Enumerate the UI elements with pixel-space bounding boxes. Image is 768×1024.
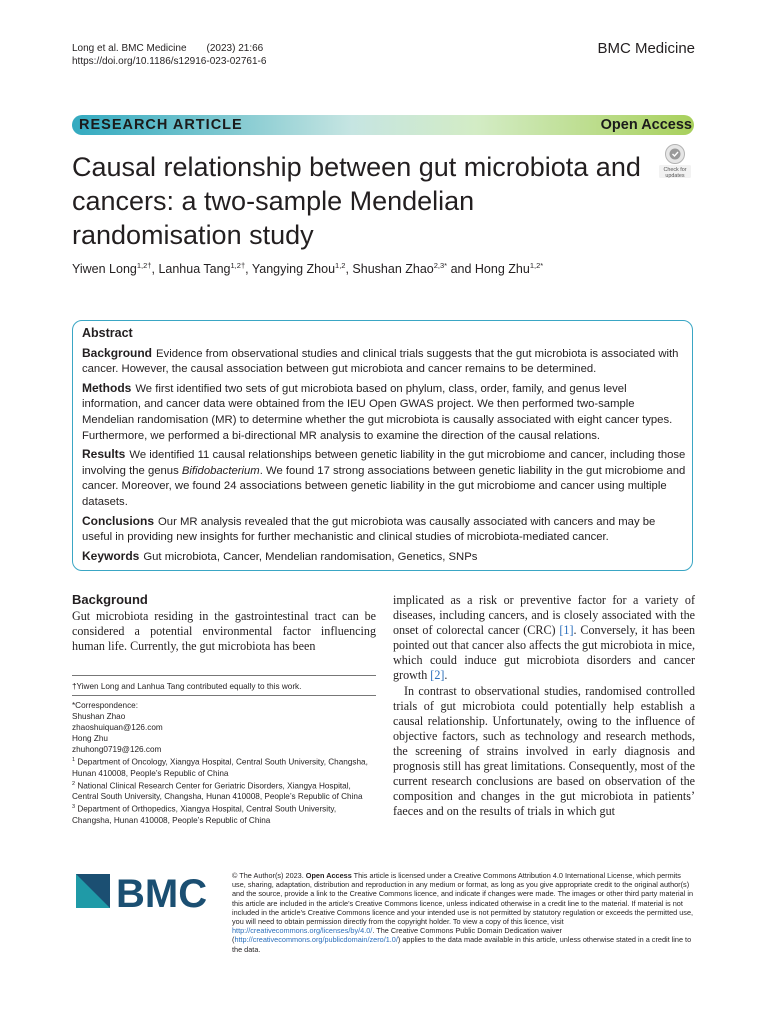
body-text: .: [444, 668, 448, 683]
abstract-methods-label: Methods: [82, 380, 132, 395]
affiliation-item: [72, 755, 376, 779]
license-open-access: Open Access: [305, 871, 352, 880]
affiliation-number: 1: [72, 757, 76, 763]
correspondence-email[interactable]: zhaoshuiquan@126.com: [72, 723, 163, 732]
abstract-conclusions: [82, 514, 687, 546]
footnote-divider: [72, 695, 376, 696]
author-separator: ,: [245, 262, 252, 277]
author-name[interactable]: Lanhua Tang: [158, 262, 231, 277]
affiliation-item: [72, 779, 376, 803]
author-affiliation-marker: 1,2†: [136, 261, 152, 270]
author-name[interactable]: Shushan Zhao: [352, 262, 434, 277]
article-type-label: RESEARCH ARTICLE: [79, 117, 243, 133]
check-for-updates-line1: Check for: [663, 167, 687, 173]
check-for-updates-line2: updates: [665, 173, 685, 179]
abstract-methods-text: We first identified two sets of gut microbiota based on phylum, class, order, family, and genus level information, and cancer data were obtained from the IEU Open GWAS project. We then performed two-sample Mendelian randomisation (MR) to determine whether the gut microbiota is causally associated with eight cancer types. Furthermore, we performed a bi-directional MR analysis to examine the direction of the causal relations.: [82, 382, 673, 442]
footnote-divider: [72, 675, 376, 676]
citation-line: [72, 42, 266, 55]
bmc-logo: [76, 874, 218, 914]
journal-name: BMC Medicine: [597, 40, 695, 57]
abstract-methods: [82, 381, 687, 444]
affiliation-number: 3: [72, 804, 76, 811]
author-name[interactable]: Hong Zhu: [474, 262, 530, 277]
citation-year-volume: (2023) 21:66: [206, 43, 264, 54]
correspondence-name: Shushan Zhao: [72, 712, 126, 721]
author-separator: ,: [345, 262, 353, 277]
license-text: [232, 871, 694, 954]
affiliation-item: [72, 802, 376, 826]
abstract-conclusions-text: Our MR analysis revealed that the gut microbiota was causally associated with cancers and may be useful in providing new insights for further mechanistic and clinical studies of microbiota-mediated cancer.: [82, 515, 656, 544]
author-affiliation-marker: 1,2: [335, 261, 346, 270]
citation-link-1[interactable]: [1]: [559, 623, 574, 638]
abstract-results-text-1: We identified 11 causal relationships between genetic liability in the gut microbiome and cancer, including those involving the genus: [82, 449, 686, 477]
correspondence-name: Hong Zhu: [72, 734, 108, 743]
affiliation-text: National Clinical Research Center for Geriatric Disorders, Xiangya Hospital, Central South University, Changsha, Hunan 410008, People’s Republic of China: [72, 781, 363, 802]
abstract-results-genus: Bifidobacterium: [181, 464, 260, 477]
citation-link-2[interactable]: [2]: [430, 668, 445, 683]
license-link-cc0[interactable]: http://creativecommons.org/publicdomain/zero/1.0/: [234, 935, 398, 945]
body-text: implicated as a risk or preventive factor for a variety of diseases, including cancers, and is closely associated with the onset of colorectal cancer (CRC): [393, 593, 695, 638]
doi-link[interactable]: https://doi.org/10.1186/s12916-023-02761-6: [72, 56, 267, 67]
license-copyright: © The Author(s) 2023.: [232, 871, 306, 880]
abstract-heading: Abstract: [82, 326, 133, 340]
author-list: [72, 261, 543, 276]
abstract-results-text-2: . We found 17 strong associations between genetic liability in the gut microbiome and cancer. Moreover, we found 24 associations between genetic liability in the gut microbiome and cancer using multiple datasets.: [82, 464, 686, 508]
abstract-background: [82, 346, 687, 378]
abstract-keywords-text: Gut microbiota, Cancer, Mendelian randomisation, Genetics, SNPs: [143, 550, 478, 563]
citation-authors: Long et al. BMC Medicine: [72, 43, 187, 54]
abstract-conclusions-label: Conclusions: [82, 513, 155, 528]
open-access-label: Open Access: [600, 117, 692, 133]
license-body: . The Creative Commons Public Domain Dedication waiver (: [232, 926, 562, 945]
abstract: [82, 326, 687, 568]
license-body: ) applies to the data made available in this article, unless otherwise stated in a credit line to the data.: [232, 935, 692, 954]
body-paragraph-left: Gut microbiota residing in the gastrointestinal tract can be considered a potential environmental factor influencing human life. Currently, the gut microbiota has been: [72, 609, 376, 654]
correspondence-email[interactable]: zhuhong0719@126.com: [72, 745, 162, 754]
body-left-column: [72, 592, 376, 654]
correspondence-block: [72, 700, 376, 826]
bmc-logo-text: BMC: [116, 874, 208, 914]
check-for-updates-icon[interactable]: [656, 142, 694, 180]
affiliation-text: Department of Orthopedics, Xiangya Hospital, Central South University, Changsha, Hunan 410008, People’s Republic of China: [72, 805, 337, 826]
abstract-keywords-label: Keywords: [82, 548, 140, 563]
citation-header: [72, 42, 266, 68]
body-text: . Conversely, it has been pointed out that cancer also affects the gut microbiota in mice, which could induce gut microbiota disorders and cancer growth: [393, 623, 695, 683]
section-heading-background: Background: [72, 592, 148, 607]
body-paragraph-right-1: [393, 593, 695, 684]
author-affiliation-marker: 2,3*: [433, 261, 448, 270]
affiliation-text: Department of Oncology, Xiangya Hospital, Central South University, Changsha, Hunan 410008, People’s Republic of China: [72, 757, 368, 778]
author-affiliation-marker: 1,2*: [529, 261, 544, 270]
article-title: Causal relationship between gut microbiota and cancers: a two-sample Mendelian randomisation study: [72, 152, 641, 250]
author-name[interactable]: Yangying Zhou: [251, 262, 336, 277]
affiliation-list: [72, 755, 376, 826]
license-link-cc-by[interactable]: http://creativecommons.org/licenses/by/4.0/: [232, 926, 373, 936]
abstract-background-label: Background: [82, 345, 153, 360]
author-separator: and: [447, 262, 475, 277]
affiliation-number: 2: [72, 780, 76, 787]
license-body: This article is licensed under a Creative Commons Attribution 4.0 International License, which permits use, sharing, adaptation, distribution and reproduction in any medium or format, as long as you give appropriate credit to the original author(s) and the source, provide a link to the Creative Commons licence, and indicate if changes were made. The images or other third party material in this article are included in the article’s Creative Commons licence, unless indicated otherwise in a credit line to the material. If material is not included in the article’s Creative Commons licence and your intended use is not permitted by statutory regulation or exceeds the permitted use, you will need to obtain permission directly from the copyright holder. To view a copy of this licence, visit: [232, 871, 694, 927]
correspondence-label: *Correspondence:: [72, 701, 138, 710]
body-right-column: [393, 593, 695, 819]
abstract-keywords: [82, 549, 687, 566]
abstract-results-label: Results: [82, 447, 126, 462]
abstract-results: [82, 447, 687, 510]
abstract-background-text: Evidence from observational studies and clinical trials suggests that the gut microbiota is associated with cancer. However, the causal association between gut microbiota and cancer remains to be determined.: [82, 347, 679, 376]
footnote-equal-contribution: †Yiwen Long and Lanhua Tang contributed equally to this work.: [72, 682, 302, 691]
author-separator: ,: [151, 262, 159, 277]
body-paragraph-right-2: In contrast to observational studies, randomised controlled trials of gut microbiota could potentially help establish a causal relationship. Unfortunately, owing to the influence of objective factors, such as technology and research methods, the screening of strains involved in early diagnosis and prognosis still has great limitations. Consequently, most of the current research conclusions are based on observation of the composition and changes in the gut microbiota in patients’ faeces and on the results of trials in which gut: [393, 683, 695, 819]
author-name[interactable]: Yiwen Long: [72, 262, 137, 277]
author-affiliation-marker: 1,2†: [230, 261, 246, 270]
